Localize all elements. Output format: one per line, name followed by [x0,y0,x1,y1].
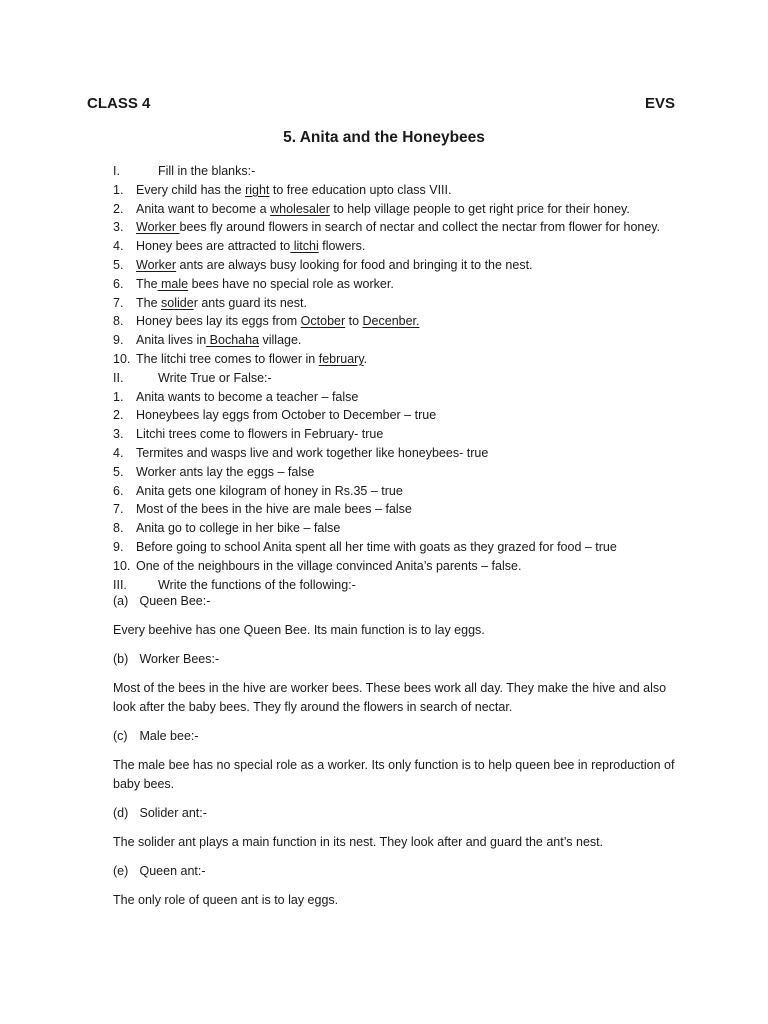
item-label: (e) [113,864,129,878]
item-number: 9. [113,539,124,554]
item-number: 6. [113,483,124,498]
item-title: Queen ant:- [139,864,206,878]
item-number: 6. [113,276,124,291]
item-number: 4. [113,445,124,460]
item-text: r ants guard its nest. [193,295,307,310]
section-title: Write the functions of the following:- [158,577,356,592]
true-false-item [113,482,713,501]
item-text: Litchi trees come to flowers in February- true [136,427,384,442]
blank-item [113,256,713,275]
item-text: Honey bees are attracted to [136,239,291,254]
true-false-item [113,463,713,482]
blank-item [113,181,713,200]
blank-item [113,331,713,350]
item-label: (c) [113,729,128,743]
blank-item [113,294,713,313]
item-text: Anita go to college in her bike – false [136,521,341,536]
item-number: 7. [113,502,124,517]
function-body: Most of the bees in the hive are worker bees. These bees work all day. They make the hive and also look after the baby bees. They fly around the flowers in search of nectar. [113,681,667,714]
answer: October [300,314,346,329]
function-body: Every beehive has one Queen Bee. Its main function is to lay eggs. [113,623,485,637]
item-number: 8. [113,521,124,536]
item-label: (d) [113,806,129,820]
question-list [113,162,713,594]
item-number: 3. [113,427,124,442]
item-text: flowers. [318,239,366,254]
function-title [113,650,683,669]
section-title: Write True or False:- [158,370,272,385]
item-text: One of the neighbours in the village convinced Anita’s parents – false. [136,558,522,573]
true-false-item [113,519,713,538]
item-number: 2. [113,408,124,423]
item-label: (b) [113,652,129,666]
item-number: 7. [113,295,124,310]
section-number: III. [113,577,127,592]
item-text: Most of the bees in the hive are male bees – false [136,502,412,517]
blank-item [113,350,713,369]
item-text: Anita gets one kilogram of honey in Rs.35 – true [136,483,403,498]
section-heading [113,369,713,388]
function-body: The male bee has no special role as a worker. Its only function is to help queen bee in reproduction of baby bees. [113,758,675,791]
item-text: Every child has the [136,182,246,197]
class-label: CLASS 4 [87,95,151,112]
item-text: . [363,351,368,366]
answer: Worker [136,220,180,235]
item-text: village. [259,333,302,348]
item-text: ants are always busy looking for food and bringing it to the nest. [176,257,533,272]
item-title: Male bee:- [139,729,199,743]
item-title: Queen Bee:- [139,594,211,608]
true-false-item [113,444,713,463]
answer: right [245,182,270,197]
function-title [113,727,683,746]
true-false-item [113,500,713,519]
item-text: The [136,295,162,310]
item-text: to [345,314,363,329]
item-number: 5. [113,464,124,479]
item-title: Worker Bees:- [139,652,220,666]
item-text: bees have no special role as worker. [188,276,394,291]
function-title [113,592,683,611]
blank-item [113,218,713,237]
item-text: Honey bees lay its eggs from [136,314,301,329]
item-text: Honeybees lay eggs from October to December – true [136,408,437,423]
answer: february [318,351,364,366]
item-number: 10. [113,558,131,573]
blank-item [113,237,713,256]
true-false-item [113,538,713,557]
page-title: 5. Anita and the Honeybees [283,129,485,146]
item-number: 2. [113,201,124,216]
answer: solide [161,295,194,310]
item-number: 1. [113,182,124,197]
item-text: bees fly around flowers in search of nectar and collect the nectar from flower for honey. [179,220,661,235]
function-title [113,804,683,823]
answer: Decenber. [362,314,420,329]
item-text: Anita want to become a [136,201,271,216]
function-body: The solider ant plays a main function in its nest. They look after and guard the ant’s nest. [113,835,604,849]
true-false-item [113,388,713,407]
function-body: The only role of queen ant is to lay eggs. [113,893,339,907]
answer: litchi [290,239,319,254]
item-text: Anita lives in [136,333,207,348]
item-text: Worker ants lay the eggs – false [136,464,315,479]
blank-item [113,200,713,219]
section-heading [113,162,713,181]
item-text: The litchi tree comes to flower in [136,351,319,366]
item-text: Termites and wasps live and work together like honeybees- true [136,445,489,460]
true-false-item [113,425,713,444]
item-number: 9. [113,333,124,348]
section-title: Fill in the blanks:- [158,164,256,178]
blank-item [113,275,713,294]
item-title: Solider ant:- [139,806,207,820]
item-label: (a) [113,594,129,608]
subject-label: EVS [644,95,675,112]
blank-item [113,312,713,331]
item-text: to help village people to get right price for their honey. [329,201,630,216]
item-number: 4. [113,239,124,254]
true-false-item [113,557,713,576]
function-title [113,862,683,881]
item-number: 3. [113,220,124,235]
answer: Worker [136,257,177,272]
item-number: 10. [113,351,131,366]
item-text: Anita wants to become a teacher – false [136,389,359,404]
item-text: Before going to school Anita spent all her time with goats as they grazed for food – true [136,539,617,554]
answer: male [157,276,189,291]
item-text: The [136,276,158,291]
item-number: 1. [113,389,124,404]
item-number: 5. [113,257,124,272]
section-number: II. [113,370,124,385]
item-number: 8. [113,314,124,329]
section-number: I. [113,164,120,178]
answer: Bochaha [206,333,260,348]
true-false-item [113,406,713,425]
answer: wholesaler [270,201,330,216]
item-text: to free education upto class VIII. [269,182,452,197]
